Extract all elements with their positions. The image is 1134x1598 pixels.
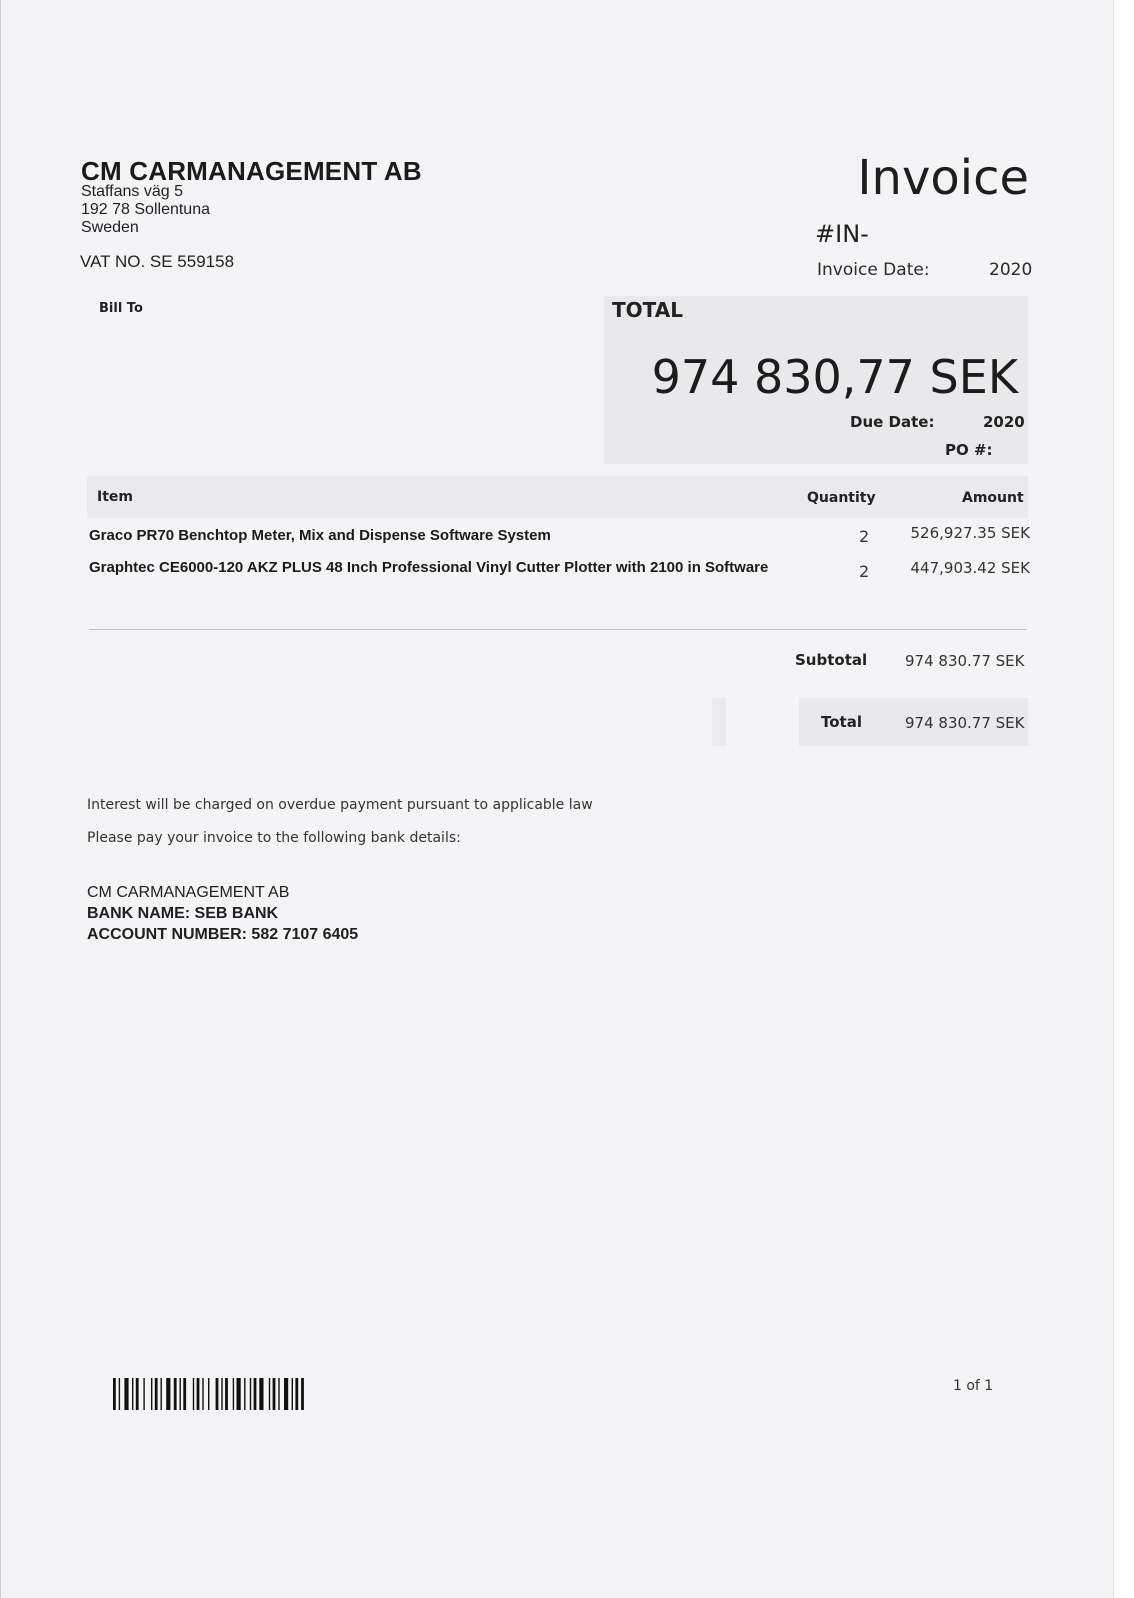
company-name: CM CARMANAGEMENT AB <box>81 156 422 186</box>
barcode-icon <box>113 1378 355 1410</box>
table-header <box>87 476 1028 518</box>
company-city: 192 78 Sollentuna <box>81 201 210 218</box>
subtotal-label: Subtotal <box>795 651 868 669</box>
bank-account-holder: CM CARMANAGEMENT AB <box>87 884 290 901</box>
row-quantity: 2 <box>859 562 870 581</box>
bill-to-label: Bill To <box>99 301 143 316</box>
bank-name: BANK NAME: SEB BANK <box>87 905 279 922</box>
company-country: Sweden <box>81 219 139 236</box>
table-divider <box>89 629 1027 630</box>
due-date-value: 2020 <box>983 413 1025 431</box>
invoice-date-label: Invoice Date: <box>817 260 930 280</box>
total-amount: 974 830,77 SEK <box>651 350 1018 404</box>
company-street: Staffans väg 5 <box>81 183 183 200</box>
payment-instruction: Please pay your invoice to the following bank details: <box>87 830 461 846</box>
company-vat: VAT NO. SE 559158 <box>80 252 235 271</box>
subtotal-value: 974 830.77 SEK <box>905 652 1025 670</box>
column-header-quantity: Quantity <box>807 490 876 506</box>
invoice-date-value: 2020 <box>989 260 1033 280</box>
interest-note: Interest will be charged on overdue payment pursuant to applicable law <box>87 797 593 813</box>
column-header-item: Item <box>97 489 133 505</box>
row-amount: 447,903.42 SEK <box>910 559 1030 577</box>
row-item: Graphtec CE6000-120 AKZ PLUS 48 Inch Professional Vinyl Cutter Plotter with 2100 in Software <box>89 559 769 576</box>
due-date-label: Due Date: <box>850 413 935 431</box>
page-number: 1 of 1 <box>953 1378 994 1394</box>
bank-account-number: ACCOUNT NUMBER: 582 7107 6405 <box>87 926 359 943</box>
total-row-shade <box>712 698 726 746</box>
row-amount: 526,927.35 SEK <box>910 524 1030 542</box>
column-header-amount: Amount <box>962 490 1024 506</box>
grand-total-label: Total <box>821 713 862 731</box>
grand-total-value: 974 830.77 SEK <box>905 714 1025 732</box>
row-quantity: 2 <box>859 527 870 546</box>
row-item: Graco PR70 Benchtop Meter, Mix and Dispense Software System <box>89 527 551 544</box>
invoice-number: #IN- <box>815 220 869 248</box>
invoice-title: Invoice <box>857 150 1029 206</box>
po-number-label: PO #: <box>945 441 993 459</box>
total-label: TOTAL <box>612 298 683 322</box>
